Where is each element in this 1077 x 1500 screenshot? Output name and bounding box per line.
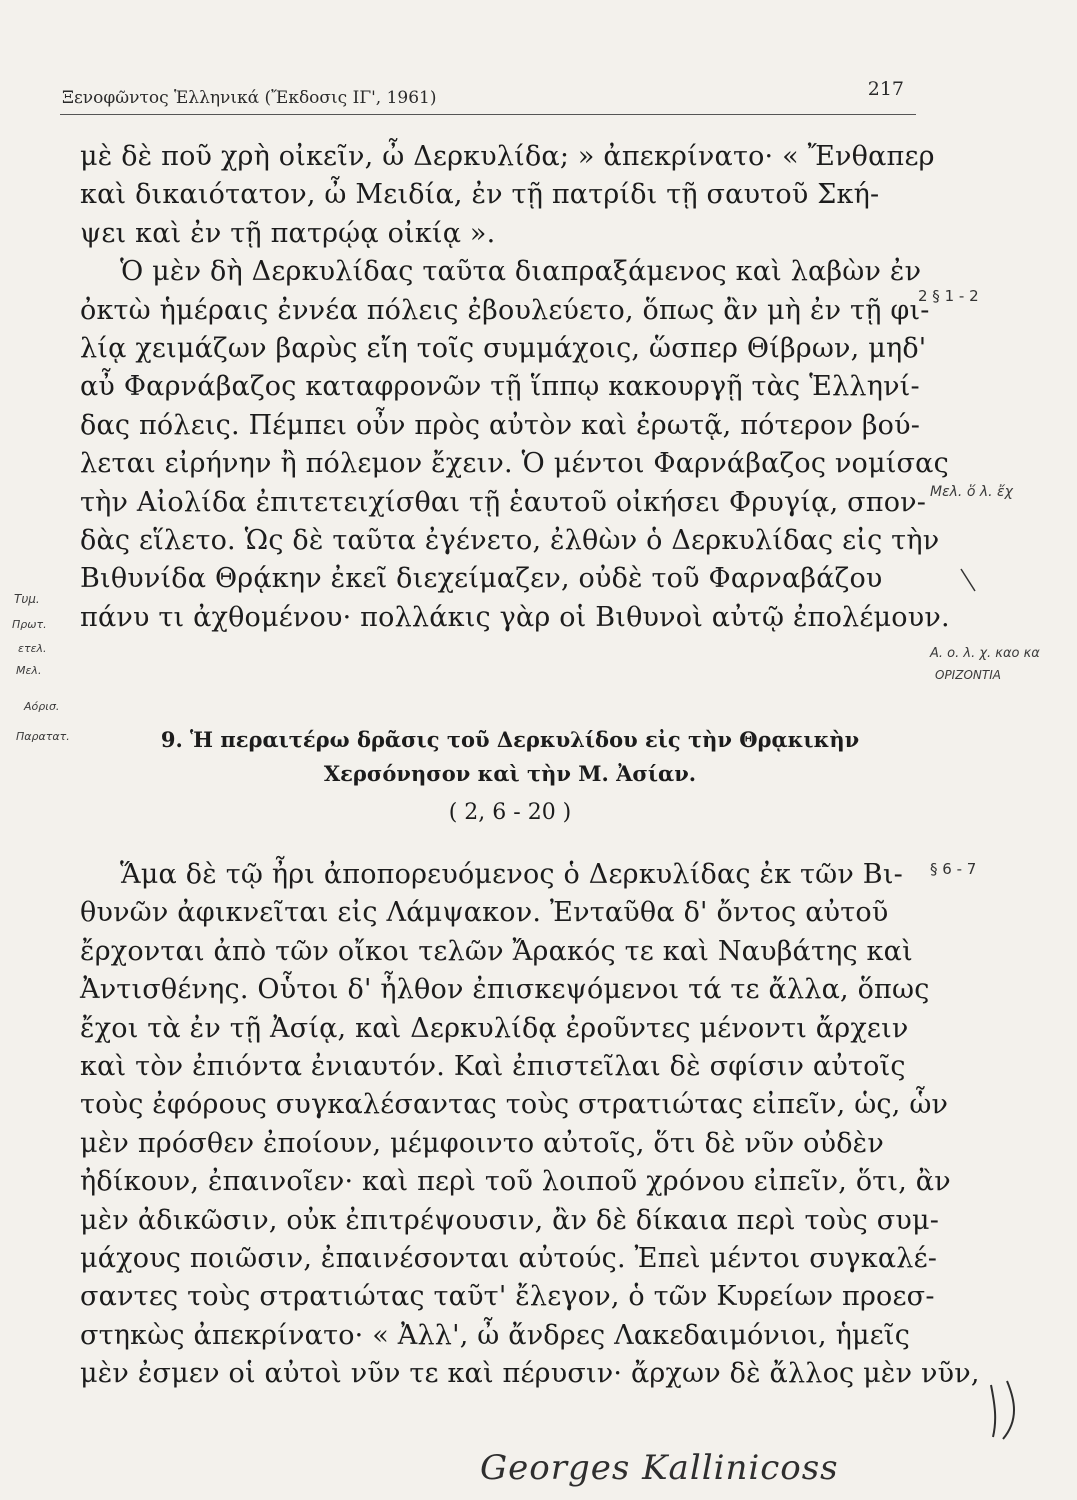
handwritten-note: Τυμ. bbox=[14, 592, 40, 606]
text-line: τὴν Αἰολίδα ἐπιτετειχίσθαι τῇ ἑαυτοῦ οἰκήσει Φρυγίᾳ, σπον- bbox=[80, 486, 927, 518]
text-line: ἔρχονται ἀπὸ τῶν οἴκοι τελῶν Ἄρακός τε καὶ Ναυβάτης καὶ bbox=[80, 935, 913, 967]
handwritten-note: ετελ. bbox=[18, 642, 47, 655]
text-line: Ὁ μὲν δὴ Δερκυλίδας ταῦτα διαπραξάμενος καὶ λαβὼν ἐν bbox=[120, 256, 922, 288]
section-range: ( 2, 6 - 20 ) bbox=[448, 800, 572, 825]
margin-reference: § 6 - 7 bbox=[930, 860, 977, 878]
handwritten-note: Παρατατ. bbox=[16, 730, 70, 743]
text-line: αὖ Φαρνάβαζος καταφρονῶν τῇ ἵππῳ κακουργῇ τὰς Ἑλληνί- bbox=[80, 371, 920, 403]
text-line: στηκὼς ἀπεκρίνατο· « Ἀλλ', ὦ ἄνδρες Λακεδαιμόνιοι, ἡμεῖς bbox=[80, 1319, 911, 1351]
text-line: μὲν πρόσθεν ἐποίουν, μέμφοιντο αὐτοῖς, ὅτι δὲ νῦν οὐδὲν bbox=[80, 1127, 884, 1159]
text-line: ἔχοι τὰ ἐν τῇ Ἀσίᾳ, καὶ Δερκυλίδᾳ ἐροῦντες μένοντι ἄρχειν bbox=[80, 1012, 909, 1044]
text-line: τοὺς ἐφόρους συγκαλέσαντας τοὺς στρατιώτας εἰπεῖν, ὡς, ὧν bbox=[80, 1089, 949, 1121]
text-line: δας πόλεις. Πέμπει οὖν πρὸς αὐτὸν καὶ ἐρωτᾷ, πότερον βού- bbox=[80, 409, 921, 441]
text-line: Ἀντισθένης. Οὗτοι δ' ἦλθον ἐπισκεψόμενοι τά τε ἄλλα, ὅπως bbox=[80, 974, 930, 1006]
text-line: Βιθυνίδα Θρᾴκην ἐκεῖ διεχείμαζεν, οὐδὲ τοῦ Φαρναβάζου bbox=[80, 563, 883, 595]
text-line: σαντες τοὺς στρατιώτας ταῦτ' ἔλεγον, ὁ τῶν Κυρείων προεσ- bbox=[80, 1281, 935, 1313]
text-line: μὲν ἀδικῶσιν, οὐκ ἐπιτρέψουσιν, ἂν δὲ δίκαια περὶ τοὺς συμ- bbox=[80, 1204, 940, 1236]
handwritten-mark bbox=[985, 1375, 1030, 1445]
handwritten-note: Πρωτ. bbox=[12, 618, 47, 631]
text-line: μὲν ἐσμεν οἱ αὐτοὶ νῦν τε καὶ πέρυσιν· ἄρχων δὲ ἄλλος μὲν νῦν, bbox=[80, 1358, 980, 1390]
header-rule bbox=[60, 114, 916, 115]
text-line: λεται εἰρήνην ἢ πόλεμον ἔχειν. Ὁ μέντοι Φαρνάβαζος νομίσας bbox=[80, 448, 949, 480]
margin-reference: 2 § 1 - 2 bbox=[918, 287, 979, 305]
running-head-title: Ξενοφῶντος Ἑλληνικά (Ἔκδοσις ΙΓ', 1961) bbox=[62, 88, 437, 108]
text-line: ψει καὶ ἐν τῇ πατρῴᾳ οἰκίᾳ ». bbox=[80, 217, 496, 249]
text-line: δὰς εἵλετο. Ὡς δὲ ταῦτα ἐγένετο, ἐλθὼν ὁ Δερκυλίδας εἰς τὴν bbox=[80, 524, 940, 556]
running-head bbox=[62, 78, 912, 108]
text-line: καὶ τὸν ἐπιόντα ἐνιαυτόν. Καὶ ἐπιστεῖλαι δὲ σφίσιν αὐτοῖς bbox=[80, 1050, 906, 1082]
section-heading-line1: 9. Ἡ περαιτέρω δρᾶσις τοῦ Δερκυλίδου εἰς τὴν Θρᾳκικὴν bbox=[160, 727, 860, 752]
text-line: πάνυ τι ἀχθομένου· πολλάκις γὰρ οἱ Βιθυνοὶ αὐτῷ ἐπολέμουν. bbox=[80, 601, 950, 633]
handwritten-note: Μελ. ὅ λ. ἔχ bbox=[930, 484, 1013, 500]
text-line: Ἅμα δὲ τῷ ἦρι ἀποπορευόμενος ὁ Δερκυλίδας ἐκ τῶν Βι- bbox=[120, 859, 903, 890]
handwritten-mark bbox=[955, 565, 985, 595]
text-line: καὶ δικαιότατον, ὦ Μειδία, ἐν τῇ πατρίδι τῇ σαυτοῦ Σκή- bbox=[80, 179, 880, 211]
handwritten-note: Μελ. bbox=[16, 664, 42, 677]
text-line: ἠδίκουν, ἐπαινοῖεν· καὶ περὶ τοῦ λοιποῦ χρόνου εἰπεῖν, ὅτι, ἂν bbox=[80, 1166, 951, 1198]
text-line: θυνῶν ἀφικνεῖται εἰς Λάμψακον. Ἐνταῦθα δ' ὄντος αὐτοῦ bbox=[80, 897, 889, 929]
handwritten-note: Αόρισ. bbox=[24, 700, 60, 713]
section-heading-line2: Χερσόνησον καὶ τὴν Μ. Ἀσίαν. bbox=[323, 761, 697, 786]
text-line: λίᾳ χειμάζων βαρὺς εἴη τοῖς συμμάχοις, ὥσπερ Θίβρων, μηδ' bbox=[80, 332, 927, 364]
text-line: μάχους ποιῶσιν, ἐπαινέσονται αὐτούς. Ἐπεὶ μέντοι συγκαλέ- bbox=[80, 1242, 938, 1274]
handwritten-note: ΟΡΙΖΟΝΤΙΑ bbox=[935, 668, 1001, 682]
text-line: μὲ δὲ ποῦ χρὴ οἰκεῖν, ὦ Δερκυλίδα; » ἀπεκρίνατο· « Ἔνθαπερ bbox=[80, 141, 935, 172]
page-number: 217 bbox=[867, 78, 904, 100]
handwritten-note: Α. ο. λ. χ. καο κα bbox=[930, 646, 1040, 661]
signature: Georges Kallinicoss bbox=[480, 1448, 839, 1488]
text-line: ὀκτὼ ἡμέραις ἐννέα πόλεις ἐβουλεύετο, ὅπως ἂν μὴ ἐν τῇ φι- bbox=[80, 294, 930, 326]
